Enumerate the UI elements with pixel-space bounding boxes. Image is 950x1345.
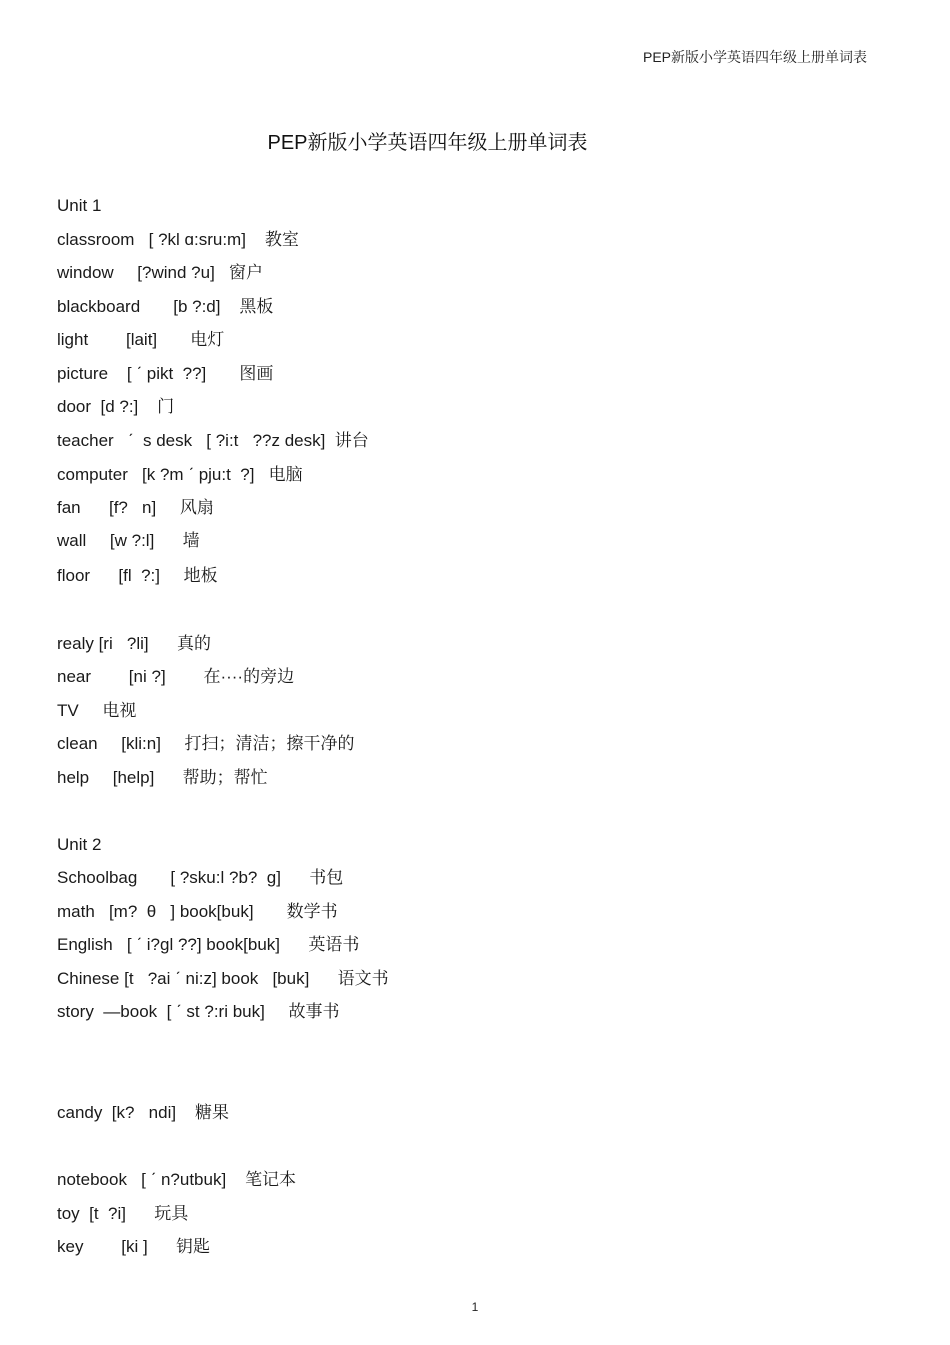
page-title: PEP新版小学英语四年级上册单词表: [267, 132, 588, 154]
vocab-entry: classroom [ ?kl ɑ:sru:m] 教室: [57, 230, 299, 249]
vocab-entry: English [ ˊ i?gl ??] book[buk] 英语书: [57, 935, 360, 954]
vocab-entry: light [lait] 电灯: [57, 330, 225, 349]
unit-heading: Unit 1: [57, 196, 102, 215]
vocab-entry: picture [ ˊ pikt ??] 图画: [57, 364, 274, 383]
running-header: PEP新版小学英语四年级上册单词表: [642, 49, 867, 65]
vocab-entry: blackboard [b ?:d] 黑板: [57, 297, 274, 316]
vocab-entry: toy [t ?i] 玩具: [57, 1204, 189, 1223]
vocab-entry: candy [k? ndi] 糖果: [57, 1103, 229, 1122]
vocab-entry: notebook [ ˊ n?utbuk] 笔记本: [57, 1170, 297, 1189]
vocab-entry: clean [kli:n] 打扫；清洁；擦干净的: [57, 734, 355, 753]
vocab-entry: floor [fl ?:] 地板: [57, 566, 218, 585]
vocab-entry: Chinese [t ?ai ˊ ni:z] book [buk] 语文书: [57, 969, 389, 988]
vocab-entry: help [help] 帮助；帮忙: [57, 768, 268, 787]
vocab-entry: Schoolbag [ ?sku:l ?b? g] 书包: [57, 868, 344, 887]
page-number: 1: [471, 1300, 479, 1314]
vocab-entry: teacher ˊ s desk [ ?i:t ??z desk] 讲台: [57, 431, 369, 450]
vocab-entry: fan [f? n] 风扇: [57, 498, 214, 517]
vocab-entry: wall [w ?:l] 墙: [57, 531, 200, 550]
vocab-entry: math [m? θ ] book[buk] 数学书: [57, 902, 338, 921]
vocab-entry: TV 电视: [57, 701, 137, 720]
vocab-entry: door [d ?:] 门: [57, 397, 175, 416]
vocab-entry: realy [ri ?li] 真的: [57, 634, 211, 653]
vocab-entry: story —book [ ˊ st ?:ri buk] 故事书: [57, 1002, 340, 1021]
vocab-entry: computer [k ?m ˊ pju:t ?] 电脑: [57, 465, 303, 484]
vocab-entry: near [ni ?] 在····的旁边: [57, 667, 295, 686]
unit-heading: Unit 2: [57, 835, 102, 854]
vocab-entry: key [ki ] 钥匙: [57, 1237, 211, 1256]
vocab-entry: window [?wind ?u] 窗户: [57, 263, 263, 282]
